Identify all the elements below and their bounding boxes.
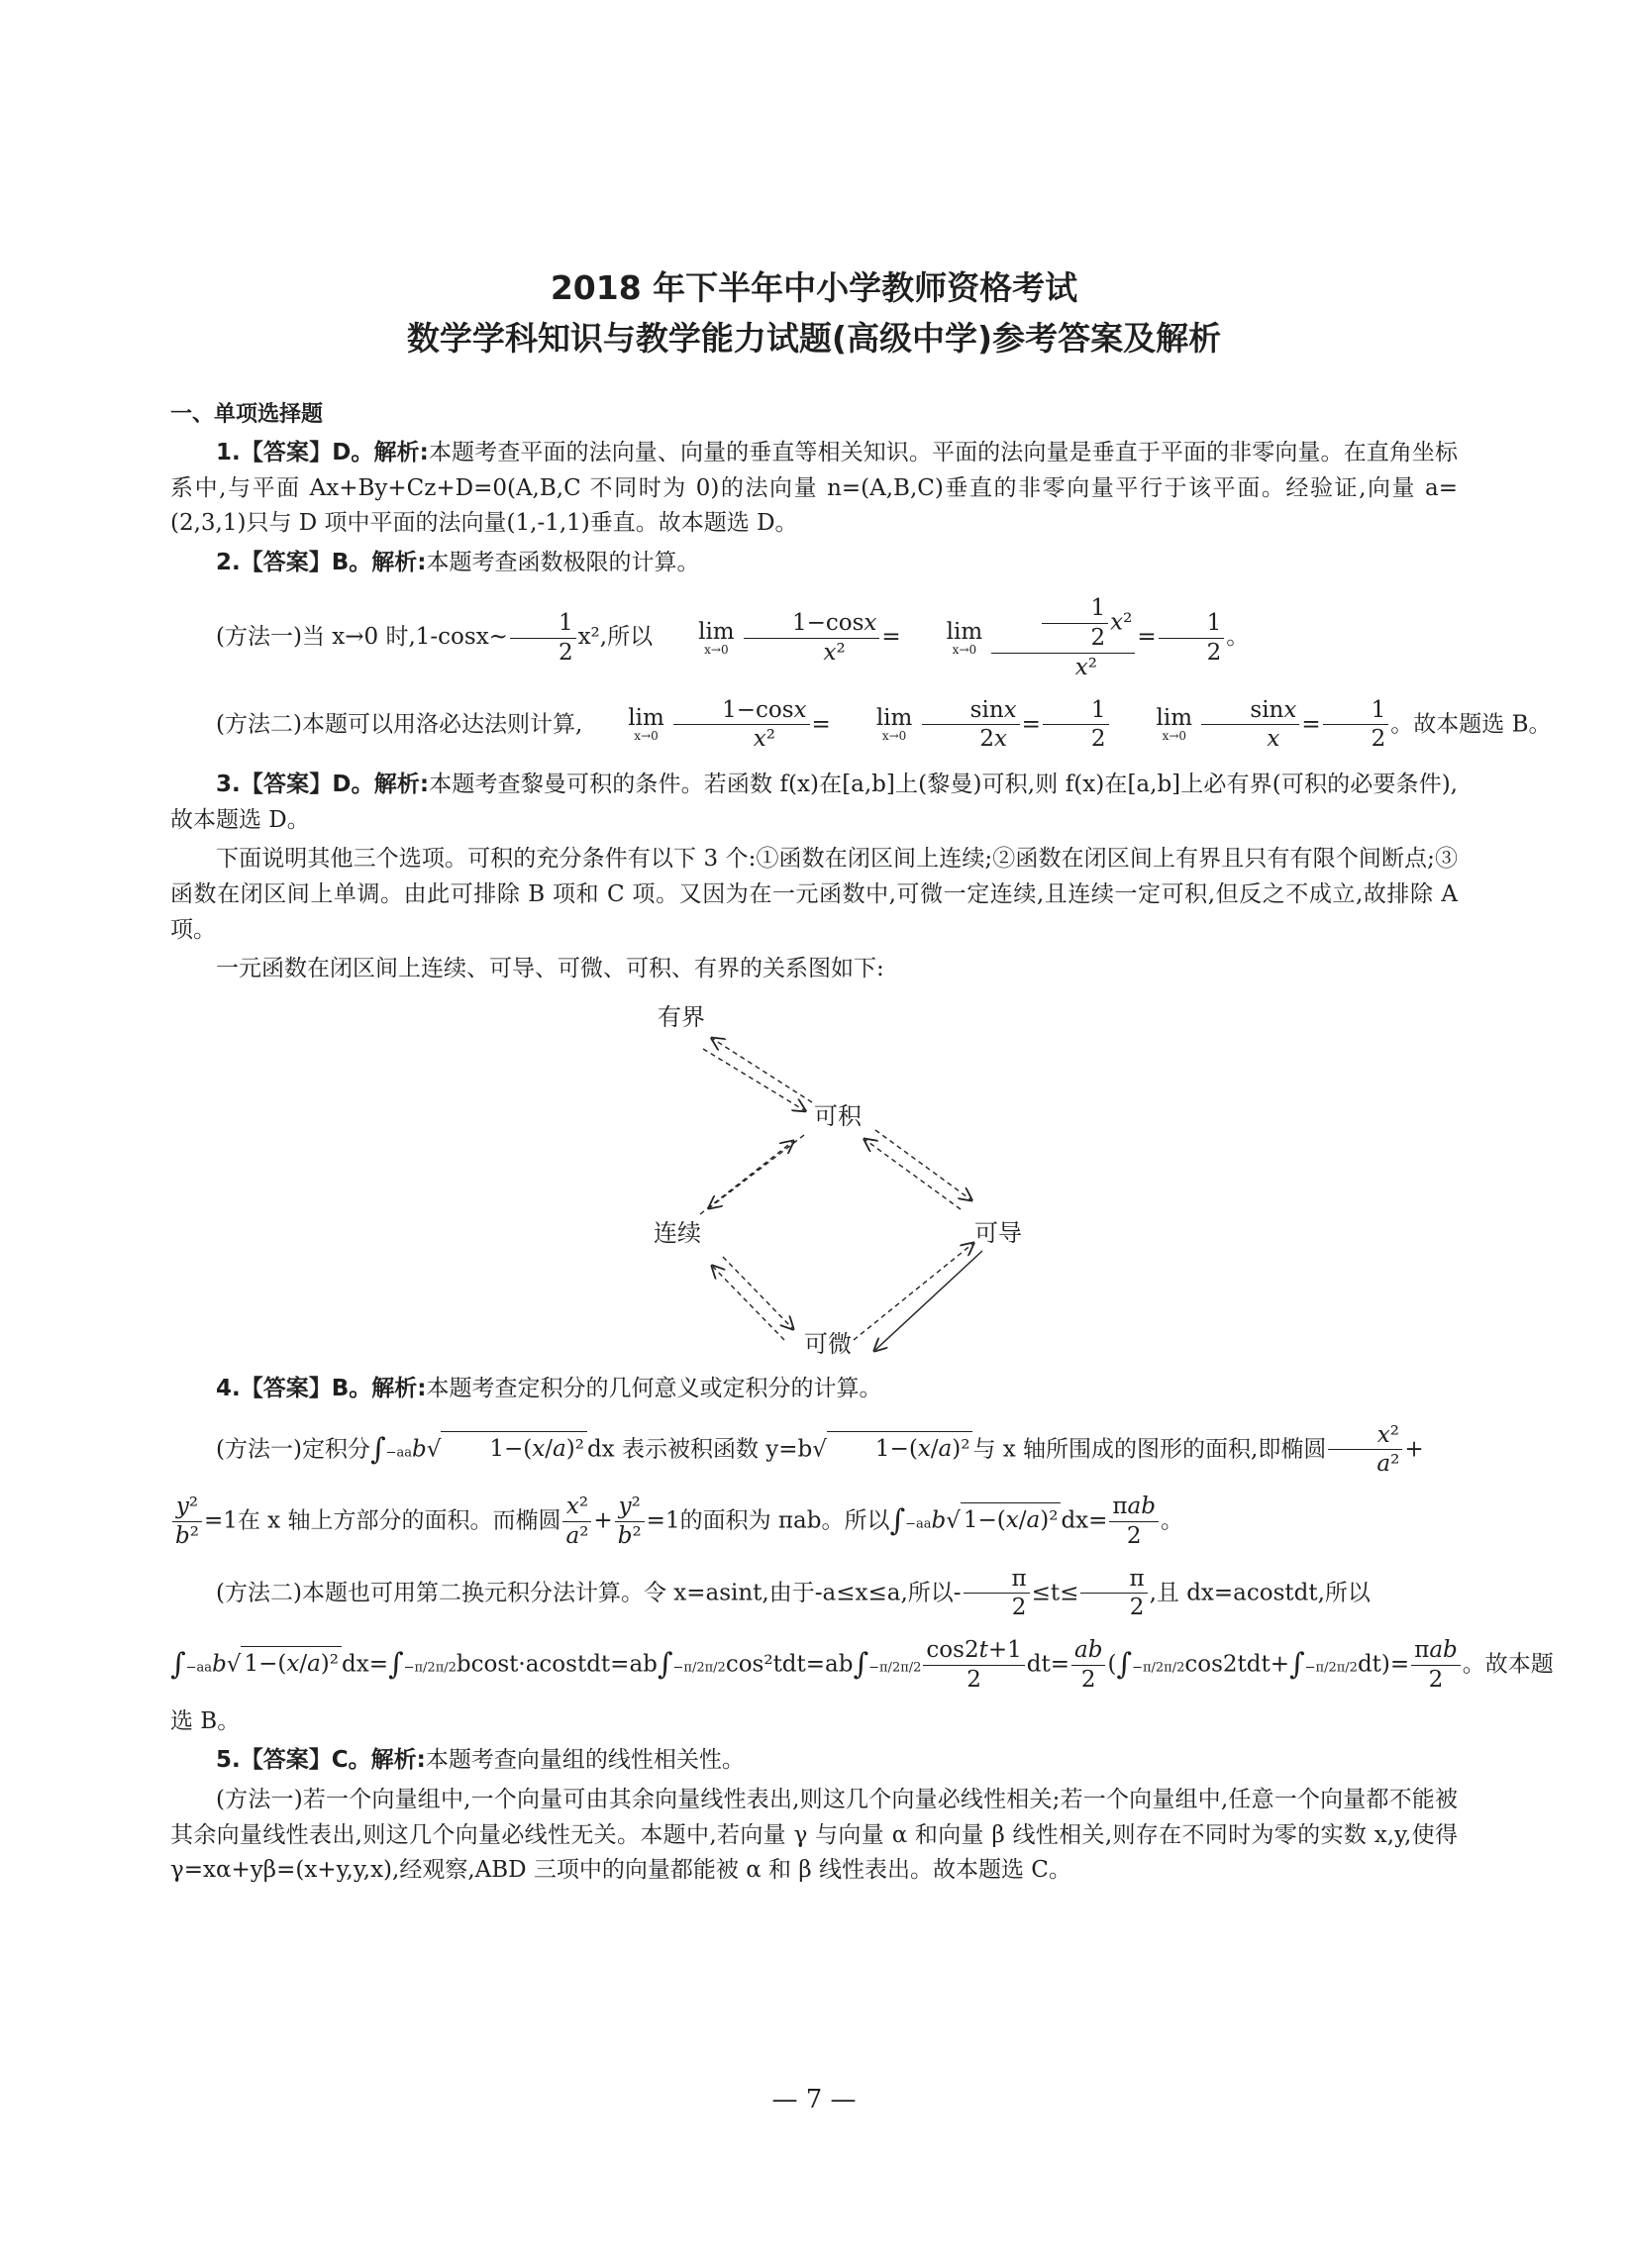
- q3-paragraph-2: 下面说明其他三个选项。可积的充分条件有以下 3 个:①函数在闭区间上连续;②函数在闭区间上有界且只有有限个间断点;③函数在闭区间上单调。由此可排除 B 项和 C 项。又因为在一元函数中,可微一定连续,且连续一定可积,但反之不成立,故排除 A 项。: [170, 846, 1458, 943]
- q4-m2-line2-end: 。故本题: [1462, 1651, 1554, 1678]
- q4-method-2-line-2: ∫−aab√ 1−(x/a)² dx=∫−π/2π/2bcost·acostdt=ab∫−π/2π/2cos²tdt=ab∫−π/2π/2 $\frac{\cos 2t+1}{2}$ dt= $\frac{ab}{2}$ (∫−π/2π/2cos2tdt+∫−π/2π/2dt)= $\frac{\text{πab}}{2}$ 。故本题: [170, 1637, 1554, 1693]
- fraction: $\frac{1-\cos x}{\text{x²}}$: [673, 696, 809, 755]
- q4-text: 本题考查定积分的几何意义或定积分的计算。: [426, 1376, 882, 1402]
- fraction: $\frac{ab}{2}$: [1071, 1636, 1105, 1695]
- limit: lim x→0: [1156, 705, 1193, 744]
- q3-number: 3.【答案】: [216, 772, 333, 798]
- q4-m2-line2-b: bcost·acostdt=ab: [456, 1651, 658, 1678]
- fraction: $\frac{\text{πab}}{2}$: [1411, 1636, 1461, 1695]
- fraction: $\frac{\text{πab}}{2}$: [1109, 1493, 1159, 1551]
- fraction: $\frac{\pi}{2}$: [964, 1565, 1030, 1623]
- q4-m2-line2-f: dt: [1357, 1651, 1381, 1678]
- q2-m1-mid: x²,所以: [577, 624, 654, 651]
- fraction: $\frac{\text{y²}}{\text{b²}}$: [615, 1493, 645, 1551]
- q1-answer: D。解析:: [332, 439, 429, 465]
- title-line-2: 数学学科知识与教学能力试题(高级中学)参考答案及解析: [406, 318, 1222, 358]
- q4-paragraph: [170, 1372, 1458, 1407]
- section-heading: 一、单项选择题: [170, 401, 324, 427]
- limit: lim x→0: [875, 705, 913, 744]
- q3-answer: D。解析:: [332, 772, 430, 798]
- title-line-1: 2018 年下半年中小学教师资格考试: [550, 268, 1078, 307]
- q2-m1-end: 。: [1226, 624, 1250, 651]
- arrow-integrable-to-continuous: [710, 1135, 804, 1207]
- q4-m2-end: ,且 dx=acostdt,所以: [1149, 1579, 1371, 1605]
- q4-m2-line2-c: cos²tdt=ab: [725, 1651, 854, 1678]
- q2-paragraph: [170, 546, 1458, 581]
- q4-m2-mid: ≤t≤: [1031, 1579, 1079, 1605]
- q4-m2-line2-a: dx=: [342, 1651, 388, 1678]
- q4-method-1-line-2: $\frac{\text{y²}}{\text{b²}}$ =1在 x 轴上方部分的面积。而椭圆 $\frac{\text{x²}}{\text{a²}}$ + $\frac{\text{y²}}{\text{b²}}$ =1的面积为 πab。所以∫−aab√ 1−(x/a)² dx= $\frac{\text{πab}}{2}$ 。: [170, 1493, 1458, 1551]
- q5-number: 5.【答案】: [216, 1747, 332, 1774]
- arrow-derivable-to-differentiable: [875, 1251, 982, 1350]
- q4-method-2-line-3: 选 B。: [170, 1707, 241, 1734]
- arrow-integrable-to-derivable: [875, 1130, 970, 1199]
- fraction: $\frac{1}{2}$: [1043, 696, 1109, 755]
- q4-m2-line2-g: =: [1389, 1651, 1410, 1678]
- q2-text: 本题考查函数极限的计算。: [426, 549, 700, 575]
- limit: lim x→0: [628, 705, 664, 744]
- q4-answer: B。解析:: [331, 1376, 427, 1402]
- q4-number: 4.【答案】: [216, 1376, 332, 1402]
- fraction: $\frac{\cos 2t+1}{2}$: [923, 1636, 1024, 1695]
- limit: lim x→0: [698, 619, 735, 658]
- q1-number: 1.【答案】: [216, 439, 333, 465]
- q2-number: 2.【答案】: [216, 549, 332, 575]
- q5-paragraph-2: (方法一)若一个向量组中,一个向量可由其余向量线性表出,则这几个向量必线性相关;若一个向量组中,任意一个向量都不能被其余向量线性表出,则这几个向量必线性无关。本题中,若向量 γ 与向量 α 和向量 β 线性相关,则存在不同时为零的实数 x,y,使得 γ=xα+yβ=(x+y,y,x),经观察,ABD 三项中的向量都能被 α 和 β 线性表出。故本题选 C。: [170, 1786, 1458, 1884]
- q3-text: 本题考查黎曼可积的条件。若函数 f(x)在[a,b]上(黎曼)可积,则 f(x)在[a,b]上必有界(可积的必要条件),故本题选 D。: [170, 772, 1458, 833]
- diagram-arrows: [170, 991, 1458, 1366]
- q4-m2-line2-d: dt=: [1026, 1651, 1069, 1678]
- fraction: $\frac{1}{2}$ x² x²: [991, 594, 1135, 681]
- page-number: — 7 —: [771, 2085, 857, 2114]
- arrow-continuous-to-differentiable: [723, 1257, 792, 1328]
- node-differentiable: 可微: [804, 1330, 852, 1359]
- node-continuous: 连续: [654, 1219, 701, 1248]
- arrow-integrable-to-bounded: [713, 1039, 812, 1102]
- limit: lim x→0: [946, 619, 983, 658]
- q4-m1-mid: dx 表示被积函数 y=b: [586, 1435, 813, 1462]
- q4-m2-prefix: (方法二)本题也可用第二换元积分法计算。令 x=asint,由于-a≤x≤a,所以-: [216, 1579, 962, 1605]
- fraction: $\frac{\pi}{2}$: [1080, 1565, 1147, 1623]
- q2-method-1: (方法一)当 x→0 时,1-cosx~ $\frac{1}{2}$ x²,所以 lim x→0 $\frac{1-\cos x}{\text{x²}}$ = lim x→0 $\frac{1}{2}$ x² x² = $\frac{1}{2}$ 。: [216, 595, 1250, 680]
- q4-m1-end: 与 x 轴所围成的图形的面积,即椭圆: [972, 1435, 1327, 1462]
- q4-m2-line2-e: cos2tdt+: [1184, 1651, 1290, 1678]
- node-integrable: 可积: [814, 1102, 862, 1131]
- arrow-derivable-to-integrable: [865, 1140, 961, 1209]
- q1-text: 本题考查平面的法向量、向量的垂直等相关知识。平面的法向量是垂直于平面的非零向量。在直角坐标系中,与平面 Ax+By+Cz+D=0(A,B,C 不同时为 0)的法向量 n=(A,B,C)垂直的非零向量平行于该平面。经验证,向量 a=(2,3,1)只与 D 项中平面的法向量(1,-1,1)垂直。故本题选 D。: [170, 439, 1459, 537]
- q5-text: 本题考查向量组的线性相关性。: [425, 1747, 745, 1774]
- fraction: $\frac{1}{2}$: [1323, 696, 1389, 755]
- q5-answer: C。解析:: [331, 1747, 426, 1774]
- relation-diagram: [170, 991, 1458, 1366]
- q4-method-1: (方法一)定积分∫−aab√ 1−(x/a)² dx 表示被积函数 y=b√ 1−(x/a)² 与 x 轴所围成的图形的面积,即椭圆 $\frac{\text{x²}}{\text{a²}}$ +: [216, 1421, 1424, 1478]
- q3-paragraph: [170, 768, 1458, 838]
- fraction: $\frac{1}{2}$: [510, 609, 576, 668]
- fraction: $\frac{\sin x}{x}$: [1201, 696, 1299, 755]
- q4-m1-line2-end: 。: [1160, 1507, 1183, 1534]
- q5-paragraph: [170, 1743, 1458, 1779]
- q1-paragraph: [170, 436, 1458, 542]
- q2-method-2: (方法二)本题可以用洛必达法则计算, lim x→0 $\frac{1-\cos x}{\text{x²}}$ = lim x→0 $\frac{\sin x}{2x}$ = $\frac{1}{2}$ lim x→0 $\frac{\sin x}{x}$ = $\frac{1}{2}$ 。故本题选 B。: [216, 696, 1552, 753]
- q2-m2-prefix: (方法二)本题可以用洛必达法则计算,: [216, 710, 583, 737]
- fraction: $\frac{\text{x²}}{\text{a²}}$: [562, 1493, 591, 1551]
- q4-m1-line2-c: dx=: [1061, 1507, 1108, 1534]
- fraction: $\frac{\text{x²}}{\text{a²}}$: [1328, 1421, 1402, 1480]
- fraction: $\frac{1}{2}$: [1159, 609, 1225, 668]
- q2-m2-end: 。故本题选 B。: [1390, 710, 1552, 737]
- q3-paragraph-3: 一元函数在闭区间上连续、可导、可微、可积、有界的关系图如下:: [216, 956, 884, 982]
- node-derivable: 可导: [974, 1219, 1022, 1248]
- q4-m1-line2-a: =1在 x 轴上方部分的面积。而椭圆: [203, 1507, 561, 1534]
- arrow-differentiable-to-derivable: [854, 1244, 972, 1340]
- fraction: $\frac{\sin x}{2x}$: [922, 696, 1020, 755]
- q4-m1-line2-b: =1的面积为 πab。所以: [646, 1507, 890, 1534]
- arrow-bounded-to-integrable: [703, 1049, 804, 1110]
- arrow-differentiable-to-continuous: [713, 1267, 784, 1340]
- arrow-continuous-to-integrable: [700, 1142, 792, 1214]
- fraction: $\frac{1-\cos x}{\text{x²}}$: [744, 609, 879, 668]
- q4-m1-prefix: (方法一)定积分: [216, 1435, 370, 1462]
- q4-method-2: [170, 1565, 1458, 1623]
- content: [170, 267, 1554, 1893]
- fraction: $\frac{\text{y²}}{\text{b²}}$: [172, 1493, 202, 1551]
- node-bounded: 有界: [658, 1003, 705, 1032]
- q2-answer: B。解析:: [331, 549, 427, 575]
- q2-m1-prefix: (方法一)当 x→0 时,1-cosx~: [216, 624, 508, 651]
